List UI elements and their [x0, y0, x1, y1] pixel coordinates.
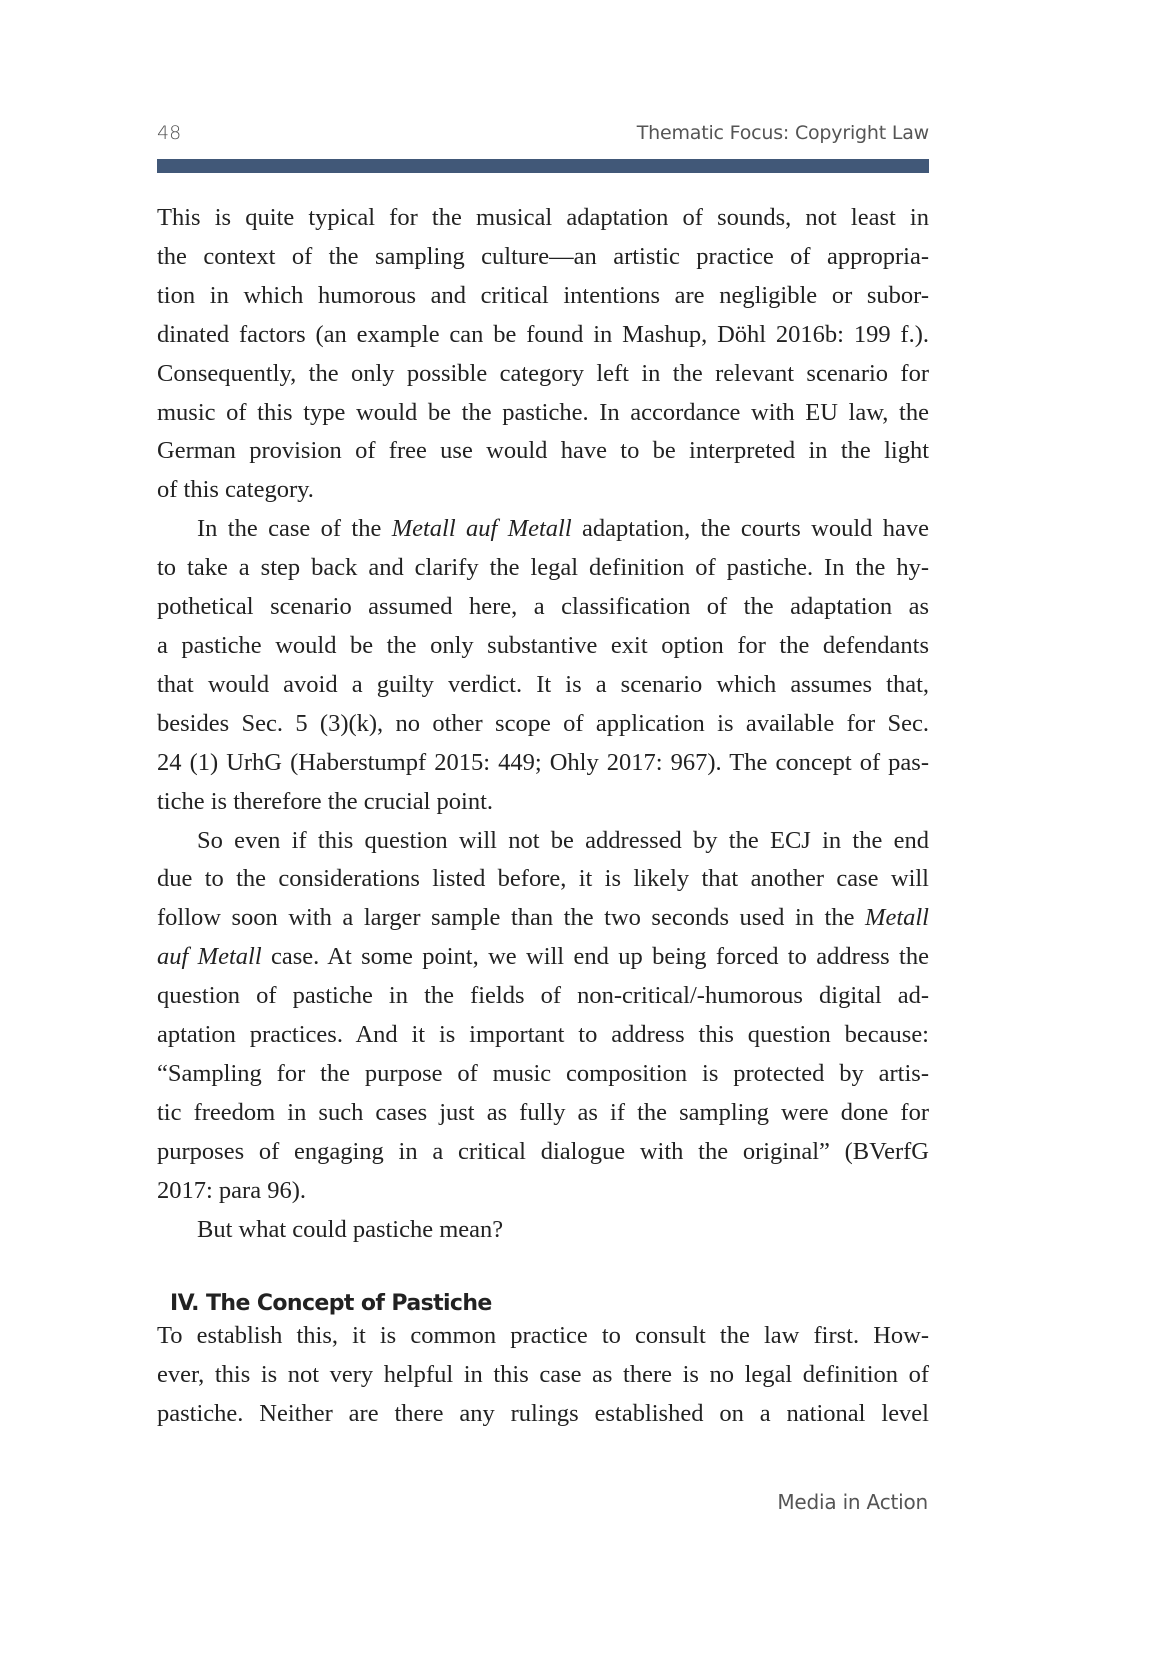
header-rule	[157, 159, 929, 173]
text-line	[157, 510, 929, 549]
text-line: Consequently, the only possible category left in the relevant scenario for	[157, 359, 929, 387]
text-line	[157, 938, 929, 977]
text-line: tiche is therefore the crucial point.	[157, 787, 494, 815]
text-line: purposes of engaging in a critical dialogue with the original” (BVerfG	[157, 1137, 929, 1165]
text-span: In the case of the	[197, 515, 392, 543]
text-line: To establish this, it is common practice to consult the law first. How-	[157, 1322, 929, 1349]
text-line: tic freedom in such cases just as fully as if the sampling were done for	[157, 1098, 929, 1126]
text-line: pastiche. Neither are there any rulings established on a national level	[157, 1399, 929, 1427]
text-span: adaptation, the courts would have	[571, 515, 929, 543]
section-body-text	[157, 1317, 929, 1434]
text-line: due to the considerations listed before, it is likely that another case will	[157, 865, 929, 893]
text-line: aptation practices. And it is important to address this question because:	[157, 1021, 929, 1049]
text-line: besides Sec. 5 (3)(k), no other scope of application is available for Sec.	[157, 709, 929, 737]
paragraph-4	[157, 1211, 929, 1250]
body-text	[157, 199, 929, 1249]
text-line: 2017: para 96).	[157, 1176, 306, 1204]
text-line: This is quite typical for the musical adaptation of sounds, not least in	[157, 204, 929, 231]
text-line: “Sampling for the purpose of music composition is protected by artis-	[157, 1059, 929, 1087]
paragraph-3	[157, 822, 929, 1211]
text-line: music of this type would be the pastiche. In accordance with EU law, the	[157, 398, 929, 426]
text-line: question of pastiche in the fields of non-critical/-humorous digital ad-	[157, 982, 929, 1010]
text-line: dinated factors (an example can be found in Mashup, Döhl 2016b: 199 f.).	[157, 320, 929, 348]
text-line	[157, 899, 929, 938]
text-line: a pastiche would be the only substantive exit option for the defendants	[157, 631, 929, 659]
running-title: Thematic Focus: Copyright Law	[636, 122, 929, 144]
text-line: tion in which humorous and critical intentions are negligible or subor-	[157, 281, 929, 309]
text-line: that would avoid a guilty verdict. It is a scenario which assumes that,	[157, 670, 929, 698]
case-title-italic: Metall	[865, 904, 929, 932]
running-foot: Media in Action	[777, 1490, 928, 1514]
case-title-italic: Metall auf Metall	[391, 515, 572, 543]
text-line: to take a step back and clarify the legal definition of pastiche. In the hy-	[157, 554, 929, 582]
text-span: follow soon with a larger sample than the two seconds used in the	[157, 904, 866, 932]
case-title-italic: auf Metall	[157, 943, 262, 971]
text-line: the context of the sampling culture—an artistic practice of appropria-	[157, 242, 929, 270]
text-line: of this category.	[157, 476, 314, 504]
paragraph-1	[157, 199, 929, 510]
text-line: pothetical scenario assumed here, a classification of the adaptation as	[157, 593, 929, 621]
text-line: German provision of free use would have to be interpreted in the light	[157, 437, 929, 465]
paragraph-2	[157, 510, 929, 821]
section-heading: IV. The Concept of Pastiche	[170, 1291, 492, 1316]
text-line: 24 (1) UrhG (Haberstumpf 2015: 449; Ohly 2017: 967). The concept of pas-	[157, 748, 929, 776]
page-number: 48	[157, 122, 182, 144]
text-line: ever, this is not very helpful in this case as there is no legal definition of	[157, 1360, 929, 1388]
text-line: So even if this question will not be addressed by the ECJ in the end	[197, 826, 929, 854]
text-line: But what could pastiche mean?	[197, 1215, 504, 1243]
text-span: case. At some point, we will end up being forced to address the	[261, 943, 929, 971]
